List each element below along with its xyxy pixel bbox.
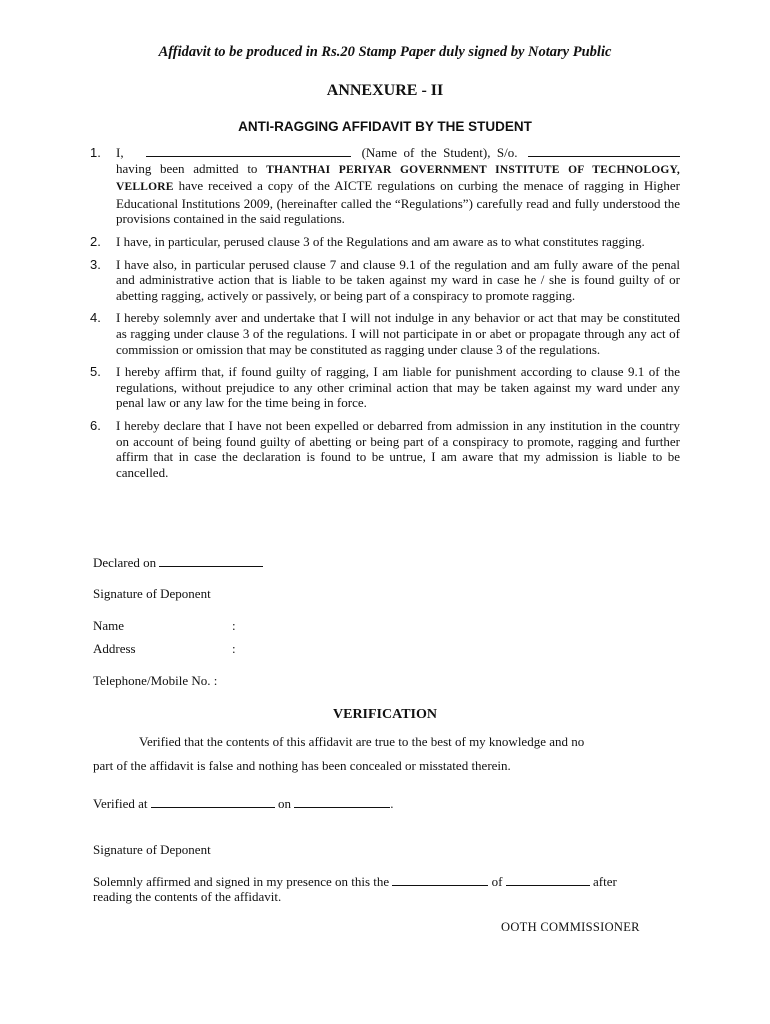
clause-1 [90,145,680,227]
affidavit-clauses [90,145,680,487]
day-blank[interactable] [392,874,488,886]
month-blank[interactable] [506,874,590,886]
clause-5 [90,364,680,411]
clause-1-rest: have received a copy of the AICTE regulations on curbing the menace of ragging in Higher Educational Institutions 2009, (hereinafter called the “Regulations”) carefully read and fully understood the provisions contained in the said regulations. [116,178,680,227]
name-colon: : [232,618,236,633]
clause-number: 5. [90,364,101,380]
solemnly-affirmed-text: Solemnly affirmed and signed in my presence on this the [93,874,390,889]
of-label: of [491,874,503,889]
verification-title: VERIFICATION [333,707,437,722]
clause-text: I hereby affirm that, if found guilty of ragging, I am liable for punishment according to clause 9.1 of the regulations, without prejudice to any other criminal action that may be taken against my ward under any penal law or any law for the time being in force. [116,364,680,411]
verified-at-row [93,796,394,812]
oath-commissioner-label: OOTH COMMISSIONER [501,920,640,934]
period: . [390,796,394,811]
declared-on-blank[interactable] [159,555,263,567]
verified-on-blank[interactable] [294,796,390,808]
verification-line-1: Verified that the contents of this affidavit are true to the best of my knowledge and no [139,734,585,749]
affidavit-title: ANTI-RAGGING AFFIDAVIT BY THE STUDENT [238,119,532,134]
solemnly-affirmed-row [93,874,617,890]
on-label: on [278,796,292,811]
telephone-label: Telephone/Mobile No. : [93,673,218,688]
clause-text: I have, in particular, perused clause 3 of the Regulations and am aware as to what constitutes ragging. [116,233,645,249]
annexure-title: ANNEXURE - II [326,82,444,99]
verification-line-2: part of the affidavit is false and nothing has been concealed or misstated therein. [93,758,511,773]
clause-6 [90,418,680,480]
clause-1-name-label: (Name of the Student), S/o. [361,145,518,160]
declared-on-row [93,555,263,571]
clause-text [116,145,680,227]
signature-of-deponent-label: Signature of Deponent [93,586,211,601]
clause-text: I hereby declare that I have not been expelled or debarred from admission in any institution in the country on account of being found guilty of abetting or being part of a conspiracy to promote, ragging and further affirm that in case the declaration is found to be untrue, I am aware that my admission is liable to be cancelled. [116,417,680,480]
clause-number: 6. [90,417,101,433]
parent-name-blank[interactable] [528,145,680,157]
clause-number: 3. [90,256,101,272]
name-label: Name [93,618,125,633]
clause-2 [90,234,680,250]
verified-at-label: Verified at [93,796,148,811]
reading-contents-text: reading the contents of the affidavit. [93,889,282,904]
clause-number: 4. [90,310,101,326]
verified-at-blank[interactable] [151,796,275,808]
signature-of-deponent-label-2: Signature of Deponent [93,842,211,857]
student-name-blank[interactable] [146,145,351,157]
clause-4 [90,310,680,357]
stamp-paper-note: Affidavit to be produced in Rs.20 Stamp Paper duly signed by Notary Public [158,44,612,60]
after-label: after [593,874,617,889]
clause-1-i: I, [116,145,124,160]
institute-name: THANTHAI PERIYAR GOVERNMENT INSTITUTE OF TECHNOLOGY, VELLORE [116,163,681,194]
declared-on-label: Declared on [93,555,157,570]
clause-number: 1. [90,145,101,160]
clause-3 [90,257,680,304]
clause-number: 2. [90,233,101,249]
clause-1-admitted: having been admitted to [116,160,258,176]
address-colon: : [232,641,236,656]
address-label: Address [93,641,136,656]
clause-text: I have also, in particular perused clause 7 and clause 9.1 of the regulation and am fully aware of the penal and administrative action that is liable to be taken against my ward in case he / she is found guilty of or abetting ragging, actively or passively, or being part of a conspiracy to promote ragging. [116,256,680,303]
clause-text: I hereby solemnly aver and undertake that I will not indulge in any behavior or act that may be constituted as ragging under clause 3 of the regulations. I will not participate in or abet or propagate through any act of commission or omission that may be constituted as ragging under clause 3 of the regulations. [116,310,680,357]
